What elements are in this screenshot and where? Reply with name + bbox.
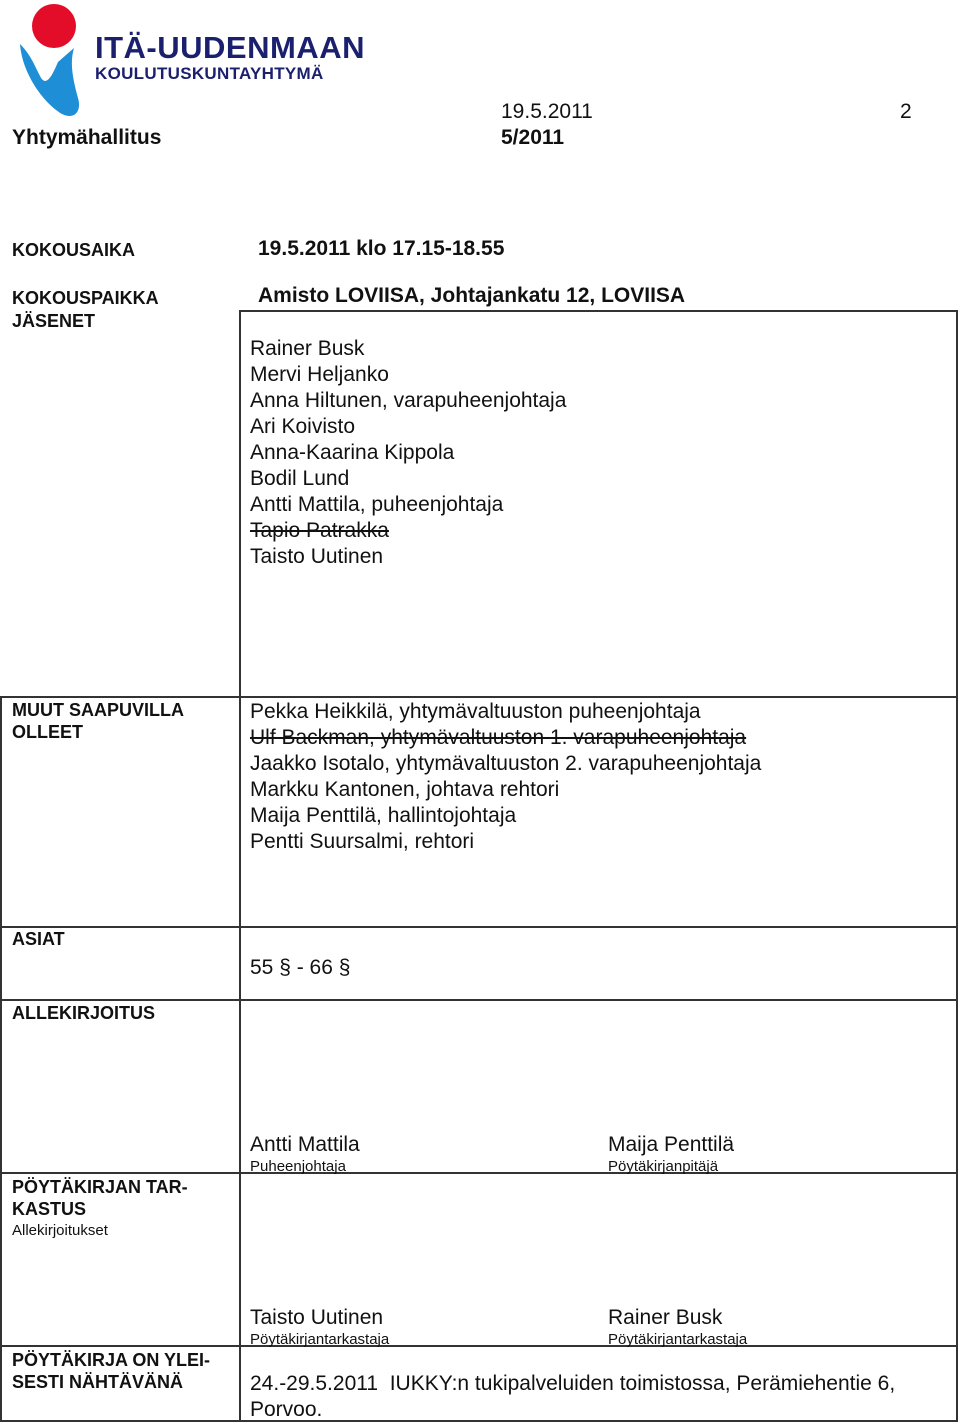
table-vertical-divider — [239, 310, 241, 1422]
secretary-name: Maija Penttilä — [608, 1133, 735, 1156]
members-list — [250, 336, 566, 570]
reviewer1-name: Taisto Uutinen — [250, 1306, 384, 1329]
reviewer2-role: Pöytäkirjantarkastaja — [608, 1331, 748, 1348]
logo-red-circle — [32, 4, 76, 48]
review-label-line1: PÖYTÄKIRJAN TAR- — [12, 1177, 188, 1197]
chair-name: Antti Mattila — [250, 1133, 360, 1156]
table-border-top — [240, 310, 958, 312]
organization-subname: KOULUTUSKUNTAYHTYMÄ — [95, 64, 324, 83]
organization-name: ITÄ-UUDENMAAN — [95, 30, 365, 65]
list-item: Anna-Kaarina Kippola — [250, 441, 455, 464]
list-item: Ulf Backman, yhtymävaltuuston 1. varapuheenjohtaja — [250, 726, 747, 749]
others-present-list — [250, 699, 761, 855]
reviewer2-name: Rainer Busk — [608, 1306, 723, 1329]
page-number: 2 — [900, 100, 912, 123]
others-present-label-line1: MUUT SAAPUVILLA — [12, 700, 184, 720]
table-border-left — [0, 696, 2, 1422]
matters-value: 55 § - 66 § — [250, 956, 351, 979]
list-item: Pentti Suursalmi, rehtori — [250, 830, 475, 853]
chair-role: Puheenjohtaja — [250, 1158, 346, 1175]
meeting-time-label: KOKOUSAIKA — [12, 240, 136, 260]
list-item: Ari Koivisto — [250, 415, 356, 438]
public-display-text-line1: 24.-29.5.2011 IUKKY:n tukipalveluiden toimistossa, Perämiehentie 6, — [250, 1372, 896, 1395]
others-present-label — [12, 699, 184, 743]
logo-blue-swoosh — [20, 44, 79, 116]
list-item: Anna Hiltunen, varapuheenjohtaja — [250, 389, 567, 412]
public-display-label-line2: SESTI NÄHTÄVÄNÄ — [12, 1372, 184, 1392]
reviewer1-role: Pöytäkirjantarkastaja — [250, 1331, 390, 1348]
list-item: Mervi Heljanko — [250, 363, 389, 386]
row-divider-4 — [0, 1172, 958, 1174]
others-present-label-line2: OLLEET — [12, 722, 83, 742]
public-display-label — [12, 1349, 210, 1393]
row-divider-5 — [0, 1345, 958, 1347]
row-divider-2 — [0, 926, 958, 928]
list-item: Pekka Heikkilä, yhtymävaltuuston puheenjohtaja — [250, 700, 701, 723]
list-item: Tapio Patrakka — [250, 519, 389, 542]
list-item: Rainer Busk — [250, 337, 365, 360]
secretary-role: Pöytäkirjanpitäjä — [608, 1158, 719, 1175]
table-border-right — [956, 310, 958, 1422]
meeting-date: 19.5.2011 — [501, 100, 593, 123]
list-item: Maija Penttilä, hallintojohtaja — [250, 804, 517, 827]
meeting-place-label: KOKOUSPAIKKA — [12, 288, 159, 308]
public-display-label-line1: PÖYTÄKIRJA ON YLEI- — [12, 1350, 211, 1370]
meeting-place-value: Amisto LOVIISA, Johtajankatu 12, LOVIISA — [258, 284, 686, 307]
review-sublabel: Allekirjoitukset — [12, 1222, 108, 1239]
row-divider-1 — [0, 696, 958, 698]
list-item: Taisto Uutinen — [250, 545, 384, 568]
list-item: Markku Kantonen, johtava rehtori — [250, 778, 560, 801]
list-item: Bodil Lund — [250, 467, 350, 490]
members-label: JÄSENET — [12, 311, 96, 331]
review-label-line2: KASTUS — [12, 1199, 87, 1219]
meeting-time-value: 19.5.2011 klo 17.15-18.55 — [258, 237, 505, 260]
review-label — [12, 1176, 188, 1242]
public-display-text — [250, 1371, 895, 1423]
public-display-text-line2: Porvoo. — [250, 1398, 323, 1421]
row-divider-3 — [0, 999, 958, 1001]
matters-label: ASIAT — [12, 929, 65, 949]
list-item: Jaakko Isotalo, yhtymävaltuuston 2. varapuheenjohtaja — [250, 752, 762, 775]
signature-label: ALLEKIRJOITUS — [12, 1003, 156, 1023]
governing-body-name: Yhtymähallitus — [12, 126, 162, 149]
meeting-number: 5/2011 — [501, 126, 565, 149]
list-item: Antti Mattila, puheenjohtaja — [250, 493, 504, 516]
